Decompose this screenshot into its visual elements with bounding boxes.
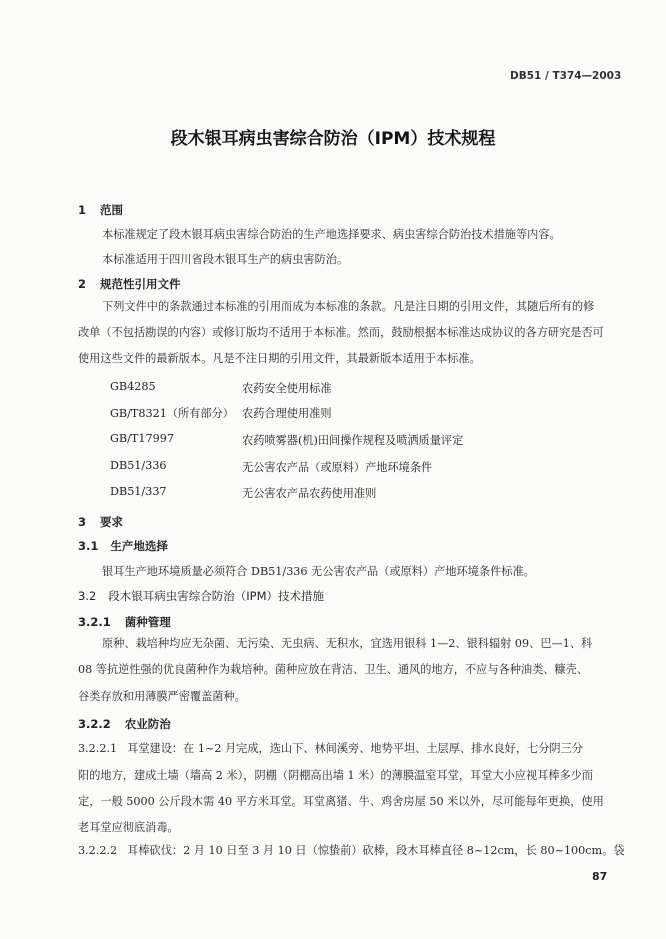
subsection-3-2-2-heading (78, 716, 171, 732)
subsection-number: 3.2.1 (78, 615, 111, 629)
paragraph-line (78, 740, 583, 756)
section-2-heading (78, 276, 181, 292)
paragraph: 本标准规定了段木银耳病虫害综合防治的生产地选择要求、病虫害综合防治技术措施等内容。 (102, 228, 561, 241)
page-title: 段木银耳病虫害综合防治（IPM）技术规程 (170, 129, 496, 149)
paragraph-line: 谷类存放和用薄膜严密覆盖菌种。 (78, 690, 246, 703)
subsection-number: 3.2 (78, 589, 97, 603)
paragraph-line: 改单（不包括勘误的内容）或修订版均不适用于本标准。然而，鼓励根据本标准达成协议的各方研究是否可 (78, 326, 604, 339)
paragraph-line: 原种、栽培种均应无杂菌、无污染、无虫病、无积水，宜选用银科 1—2、银科辐射 09、巴—1、科 (102, 637, 593, 650)
reference-code: DB51/336 (110, 459, 167, 472)
clause-text: 耳棒砍伐：2 月 10 日至 3 月 10 日（惊蛰前）砍棒，段木耳棒直径 8~12cm，长 80~100cm。袋 (127, 844, 625, 857)
section-title: 范围 (100, 203, 124, 217)
reference-code: GB/T8321（所有部分） (110, 407, 234, 420)
clause-text: 耳堂建设：在 1~2 月完成，选山下、林间溪旁、地势平坦、土层厚、排水良好，七分阴三分 (127, 742, 583, 755)
paragraph-line: 老耳堂应彻底消毒。 (78, 821, 179, 834)
reference-title: 农药安全使用标准 (242, 382, 332, 395)
subsection-3-1-heading (78, 538, 168, 554)
paragraph: 银耳生产地环境质量必须符合 DB51/336 无公害农产品（或原料）产地环境条件标准。 (102, 565, 535, 578)
paragraph-line: 定，一般 5000 公斤段木需 40 平方米耳堂。耳堂离猪、牛、鸡舍房屋 50 米以外，尽可能每年更换，使用 (78, 795, 604, 808)
standard-number: DB51 / T374—2003 (510, 70, 622, 82)
reference-code: DB51/337 (110, 485, 167, 498)
reference-code: GB4285 (110, 380, 156, 393)
section-3-heading (78, 514, 123, 530)
subsection-3-2-heading (78, 588, 324, 604)
paragraph-line: 08 等抗逆性强的优良菌种作为栽培种。菌种应放在背洁、卫生、通风的地方，不应与各种油类、糠壳、 (78, 663, 589, 676)
reference-title: 农药合理使用准则 (242, 407, 332, 420)
subsection-title: 段木银耳病虫害综合防治（IPM）技术措施 (108, 589, 325, 603)
subsection-3-2-1-heading (78, 614, 171, 630)
reference-title: 农药喷雾器(机)田间操作规程及喷洒质量评定 (242, 434, 464, 447)
paragraph-line (78, 842, 625, 858)
reference-title: 无公害农产品农药使用准则 (242, 487, 377, 500)
paragraph-line: 使用这些文件的最新版本。凡是不注日期的引用文件，其最新版本适用于本标准。 (78, 352, 481, 365)
clause-number: 3.2.2.1 (78, 742, 118, 755)
reference-title: 无公害农产品（或原料）产地环境条件 (242, 461, 433, 474)
section-number: 1 (78, 203, 87, 217)
paragraph: 本标准适用于四川省段木银耳生产的病虫害防治。 (102, 253, 349, 266)
section-number: 2 (78, 277, 87, 291)
clause-number: 3.2.2.2 (78, 844, 118, 857)
section-title: 要求 (100, 515, 124, 529)
section-title: 规范性引用文件 (100, 277, 181, 291)
subsection-number: 3.1 (78, 539, 99, 553)
reference-code: GB/T17997 (110, 432, 174, 445)
paragraph-line: 下列文件中的条款通过本标准的引用而成为本标准的条款。凡是注日期的引用文件，其随后所有的修 (102, 300, 595, 313)
paragraph-line: 阳的地方，建成土墙（墙高 2 米），阴棚（阴棚高出墙 1 米）的薄膜温室耳堂，耳堂大小应视耳棒多少而 (78, 769, 594, 782)
subsection-number: 3.2.2 (78, 717, 111, 731)
subsection-title: 生产地选择 (110, 539, 168, 553)
page-number: 87 (592, 870, 608, 883)
section-1-heading (78, 202, 123, 218)
subsection-title: 菌种管理 (124, 615, 171, 629)
subsection-title: 农业防治 (124, 717, 171, 731)
section-number: 3 (78, 515, 87, 529)
